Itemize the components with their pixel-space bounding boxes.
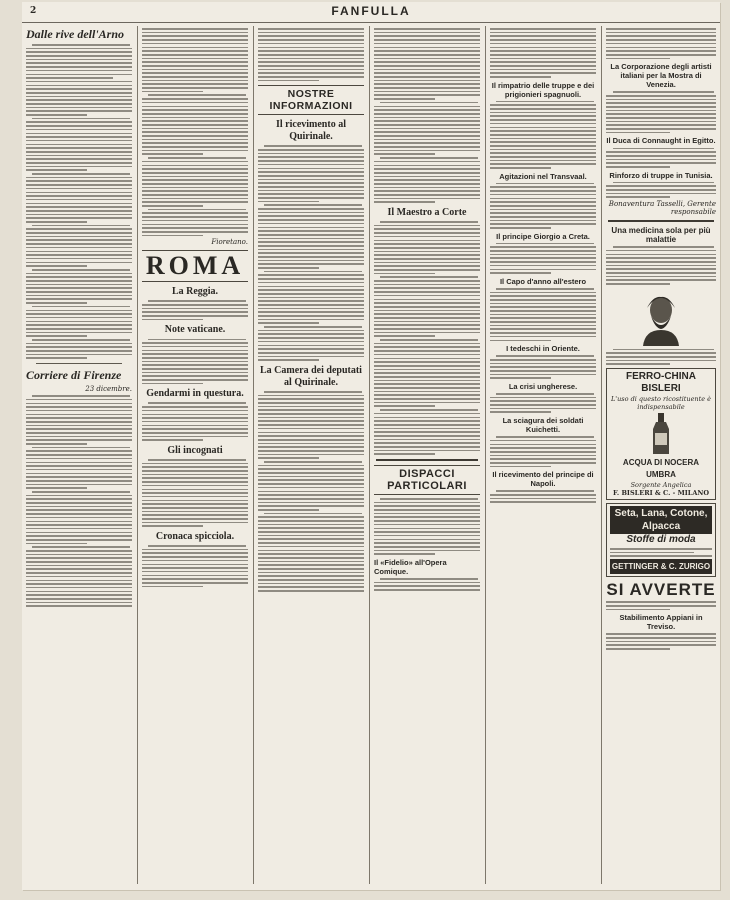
subheading: Cronaca spicciola.	[155, 530, 235, 542]
subheading: La crisi ungherese.	[508, 381, 578, 391]
subheading: Rinforzo di truppe in Tunisia.	[609, 170, 713, 180]
seta-ad	[606, 503, 716, 577]
newspaper-page	[22, 2, 720, 890]
article-title: Dalle rive dell'Arno	[26, 27, 124, 41]
column-rule	[253, 26, 254, 884]
subheading: Note vaticane.	[164, 324, 226, 336]
page-number: 2	[30, 6, 37, 16]
subheading: Agitazioni nel Transvaal.	[499, 171, 587, 181]
article-body	[606, 91, 716, 133]
ad-subtitle: L'uso di questo ricostituente è indispensabile	[610, 395, 711, 411]
subheading: Il Maestro a Corte	[387, 207, 467, 218]
ad-firm: GETTINGER & C. ZURIGO	[610, 559, 712, 574]
divider	[608, 220, 714, 222]
subheading: La Camera dei deputati al Quirinale.	[260, 364, 362, 388]
article-title: Corriere di Firenze	[26, 368, 122, 383]
article-body	[374, 28, 480, 203]
ad-title: ACQUA DI NOCERA UMBRA	[622, 458, 700, 479]
ad-body	[610, 548, 712, 557]
column-2	[142, 26, 248, 884]
article-body	[490, 101, 596, 169]
column-rule	[485, 26, 486, 884]
subheading: Il ricevimento al Quirinale.	[276, 119, 346, 143]
ad-firm: F. BISLERI & C. - MILANO	[612, 489, 710, 497]
article-body	[490, 288, 596, 341]
article-body	[606, 349, 716, 365]
article-body	[142, 339, 248, 385]
article-body	[490, 490, 596, 503]
article-body	[490, 393, 596, 413]
column-rule	[137, 26, 138, 884]
article-body	[258, 391, 364, 592]
notice-title: SI AVVERTE	[606, 580, 716, 600]
article-body	[142, 28, 248, 236]
portrait-illustration	[637, 288, 685, 346]
article-body	[490, 183, 596, 229]
ad-body	[606, 633, 716, 649]
column-6	[606, 26, 716, 884]
ad-subtitle: Sorgente Angelica	[630, 481, 692, 489]
subheading: Gendarmi in questura.	[146, 388, 244, 400]
subheading: Il Capo d'anno all'estero	[499, 276, 587, 286]
column-rule	[369, 26, 370, 884]
column-3	[258, 26, 364, 884]
ad-subtitle: Stoffe di moda	[626, 534, 696, 545]
column-rule	[601, 26, 602, 884]
subheading: Il rimpatrio delle truppe e dei prigionieri spagnuoli.	[491, 80, 595, 99]
article-body	[606, 246, 716, 284]
footer-signature: Bonaventura Tasselli, Gerente responsabile	[608, 200, 716, 217]
article-body	[606, 182, 716, 198]
subheading: La sciagura dei soldati Kuichetti.	[502, 416, 584, 435]
ferro-china-ad	[606, 368, 716, 500]
subheading: La Corporazione degli artisti italiani per la Mostra di Venezia.	[610, 62, 712, 90]
article-body	[142, 300, 248, 320]
article-body	[490, 436, 596, 467]
article-body	[142, 459, 248, 527]
ad-title: Seta, Lana, Cotone, Alpacca	[610, 506, 712, 534]
running-head	[22, 2, 720, 23]
divider	[36, 363, 122, 364]
section-title: NOSTRE INFORMAZIONI	[258, 85, 364, 115]
article-body	[26, 44, 132, 359]
subheading: Il principe Giorgio a Creta.	[496, 231, 590, 241]
ad-firm: Stabilimento Appiani in Treviso.	[619, 613, 703, 632]
article-body	[258, 145, 364, 360]
section-title: ROMA	[142, 250, 248, 282]
bottle-icon	[650, 413, 672, 455]
article-body	[490, 355, 596, 379]
column-4	[374, 26, 480, 884]
subheading: I tedeschi in Oriente.	[506, 344, 580, 354]
section-title: DISPACCI PARTICOLARI	[374, 465, 480, 495]
article-body	[490, 243, 596, 274]
subheading: Il Duca di Connaught in Egitto.	[606, 136, 716, 146]
article-body	[490, 28, 596, 78]
notice-title: Una medicina sola per più malattie	[611, 226, 711, 245]
ad-title: FERRO-CHINA BISLERI	[626, 371, 696, 394]
article-body	[374, 498, 480, 555]
divider	[376, 459, 478, 461]
subheading: Gli incognati	[167, 444, 223, 456]
article-body	[142, 402, 248, 440]
article-body	[374, 221, 480, 455]
masthead: FANFULLA	[331, 4, 411, 18]
article-body	[258, 28, 364, 81]
article-body	[142, 545, 248, 587]
article-body	[606, 28, 716, 59]
article-date: 23 dicembre.	[85, 385, 132, 394]
subheading: Il «Fidelio» all'Opera Comique.	[374, 557, 447, 576]
signature: Fioretano.	[211, 238, 248, 247]
subheading: La Reggia.	[171, 286, 219, 298]
ad-body	[606, 601, 716, 610]
article-body	[374, 578, 480, 591]
article-body	[606, 148, 716, 168]
column-5	[490, 26, 596, 884]
column-1	[26, 26, 132, 884]
article-body	[26, 395, 132, 607]
subheading: Il ricevimento del principe di Napoli.	[492, 470, 594, 489]
